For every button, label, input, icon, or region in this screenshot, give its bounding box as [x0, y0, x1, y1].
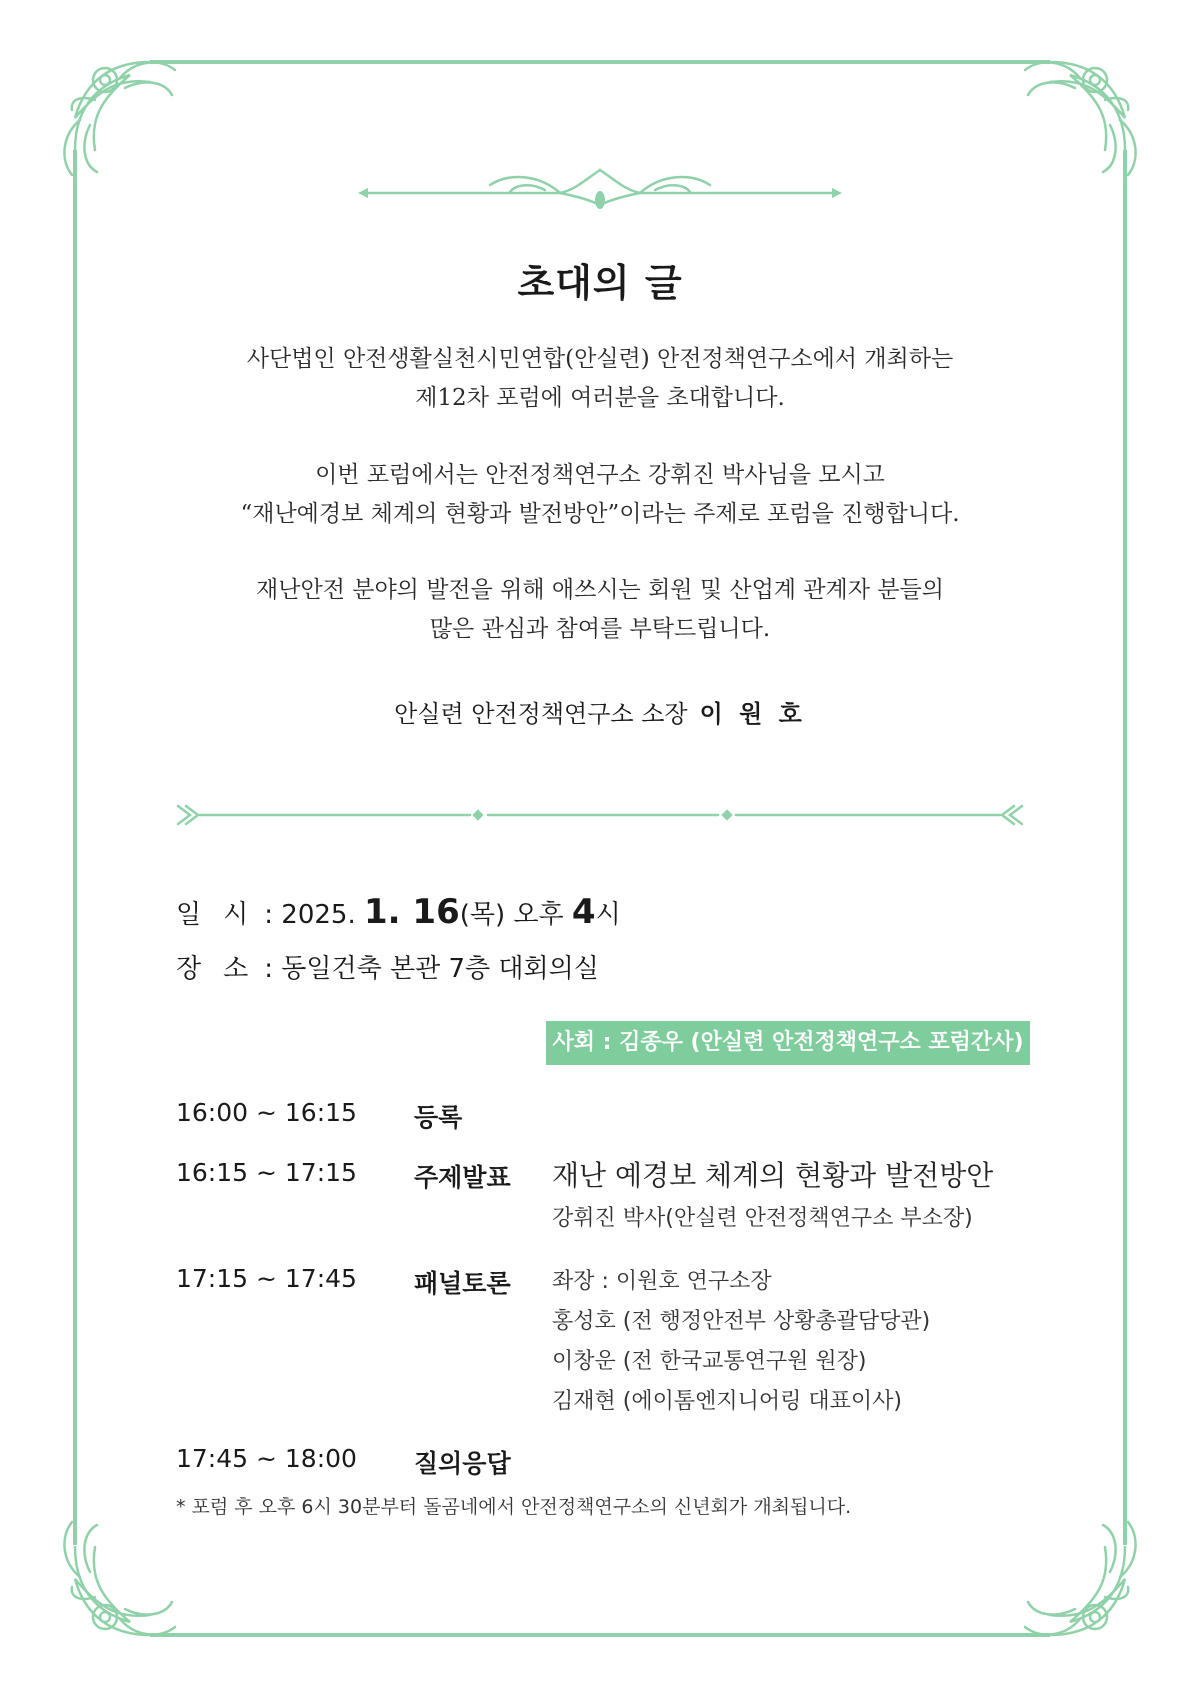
place-label: [176, 948, 256, 985]
intro-line: 사단법인 안전생활실천시민연합(안실련) 안전정책연구소에서 개최하는: [246, 346, 954, 372]
date-suffix: 시: [595, 900, 621, 930]
mc-banner: 사회 : 김종우 (안실련 안전정책연구소 포럼간사): [546, 1021, 1030, 1065]
intro-line: 제12차 포럼에 여러분을 초대합니다.: [415, 385, 785, 411]
signature-org: 안실련 안전정책연구소 소장: [394, 700, 688, 728]
intro-line: 이번 포럼에서는 안전정책연구소 강휘진 박사님을 모시고: [315, 462, 885, 488]
schedule-time: 16:15 ~ 17:15: [176, 1158, 357, 1187]
intro-line: 재난안전 분야의 발전을 위해 애쓰시는 회원 및 산업계 관계자 분들의: [256, 577, 944, 603]
panel-member: 좌장 : 이원호 연구소장: [552, 1269, 772, 1294]
presentation-speaker: 강휘진 박사(안실련 안전정책연구소 부소장): [552, 1206, 973, 1231]
intro-paragraph-2: [0, 456, 1200, 534]
date-prefix: : 2025.: [256, 900, 364, 930]
panel-member: 이창운 (전 한국교통연구원 원장): [552, 1349, 867, 1374]
schedule-category: 등록: [414, 1103, 463, 1132]
presentation-topic: 재난 예경보 체계의 현황과 발전방안: [552, 1159, 994, 1192]
date-label-char: 일: [176, 900, 202, 930]
schedule-time: 17:45 ~ 18:00: [176, 1444, 357, 1473]
schedule-time: 17:15 ~ 17:45: [176, 1264, 357, 1293]
schedule-category: 패널토론: [414, 1269, 511, 1298]
event-place: [176, 948, 599, 985]
event-date: [176, 892, 621, 932]
date-label-char: 시: [223, 900, 249, 930]
middle-divider: [178, 806, 1022, 824]
panel-member: 홍성호 (전 행정안전부 상황총괄담당관): [552, 1309, 931, 1334]
footnote: * 포럼 후 오후 6시 30분부터 돌곰네에서 안전정책연구소의 신년회가 개최됩니다.: [176, 1496, 852, 1518]
place-label-char: 장: [176, 954, 202, 984]
place-label-char: 소: [223, 954, 249, 984]
date-label: [176, 894, 256, 931]
intro-line: 많은 관심과 참여를 부탁드립니다.: [429, 616, 771, 642]
date-day: 1. 16: [364, 892, 460, 932]
place-value: : 동일건축 본관 7층 대회의실: [256, 954, 599, 984]
date-hour: 4: [571, 892, 596, 932]
intro-paragraph-3: [0, 571, 1200, 649]
date-mid: (목) 오후: [459, 900, 572, 930]
signature-name: 이 원 호: [699, 700, 806, 728]
signature: [0, 694, 1200, 729]
schedule-category: 질의응답: [414, 1449, 511, 1478]
panel-member: 김재현 (에이톰엔지니어링 대표이사): [552, 1389, 902, 1414]
schedule-category: 주제발표: [414, 1163, 511, 1192]
schedule-time: 16:00 ~ 16:15: [176, 1098, 357, 1127]
intro-paragraph-1: [0, 340, 1200, 418]
intro-line: “재난예경보 체계의 현황과 발전방안”이라는 주제로 포럼을 진행합니다.: [240, 501, 960, 527]
page-title: 초대의 글: [517, 261, 683, 305]
